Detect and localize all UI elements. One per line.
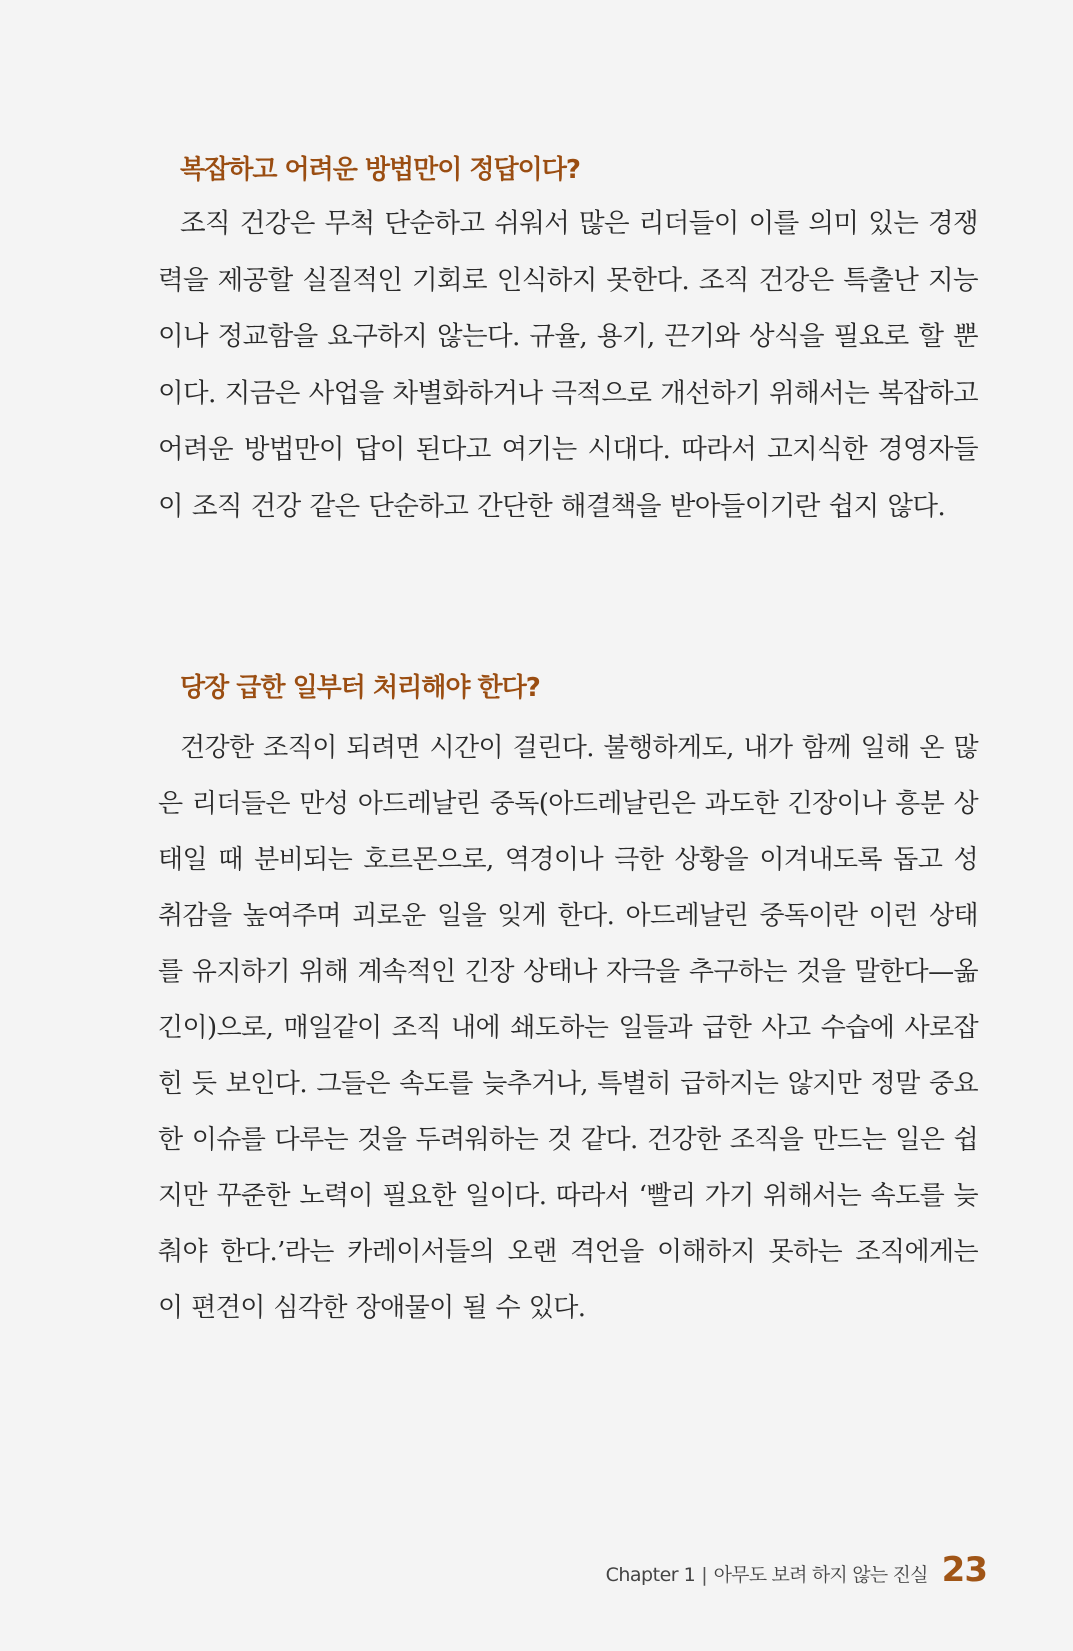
footer-chapter-label: Chapter 1 [605, 1564, 696, 1586]
section-heading: 당장 급한 일부터 처리해야 한다? [180, 673, 540, 703]
section-urgency [158, 668, 978, 1336]
footer-separator: | [701, 1564, 708, 1586]
footer-chapter-title: 아무도 보려 하지 않는 진실 [713, 1564, 928, 1586]
page-number: 23 [941, 1550, 987, 1590]
section-complexity [158, 150, 978, 535]
section-heading: 복잡하고 어려운 방법만이 정답이다? [180, 155, 580, 185]
page-footer [606, 1550, 987, 1600]
section-paragraph: 조직 건강은 무척 단순하고 쉬워서 많은 리더들이 이를 의미 있는 경쟁력을 제공할 실질적인 기회로 인식하지 못한다. 조직 건강은 특출난 지능이나 정교함을 요구하지 않는다. 규율, 용기, 끈기와 상식을 필요로 할 뿐이다. 지금은 사업을 차별화하거나 극적으로 개선하기 위해서는 복잡하고 어려운 방법만이 답이 된다고 여기는 시대다. 따라서 고지식한 경영자들이 조직 건강 같은 단순하고 간단한 해결책을 받아들이기란 쉽지 않다. [158, 208, 978, 522]
section-paragraph: 건강한 조직이 되려면 시간이 걸린다. 불행하게도, 내가 함께 일해 온 많은 리더들은 만성 아드레날린 중독(아드레날린은 과도한 긴장이나 흥분 상태일 때 분비되는 호르몬으로, 역경이나 극한 상황을 이겨내도록 돕고 성취감을 높여주며 괴로운 일을 잊게 한다. 아드레날린 중독이란 이런 상태를 유지하기 위해 계속적인 긴장 상태나 자극을 추구하는 것을 말한다—옮긴이)으로, 매일같이 조직 내에 쇄도하는 일들과 급한 사고 수습에 사로잡힌 듯 보인다. 그들은 속도를 늦추거나, 특별히 급하지는 않지만 정말 중요한 이슈를 다루는 것을 두려워하는 것 같다. 건강한 조직을 만드는 일은 쉽지만 꾸준한 노력이 필요한 일이다. 따라서 ‘빨리 가기 위해서는 속도를 늦춰야 한다.’라는 카레이서들의 오랜 격언을 이해하지 못하는 조직에게는 이 편견이 심각한 장애물이 될 수 있다. [158, 733, 978, 1323]
